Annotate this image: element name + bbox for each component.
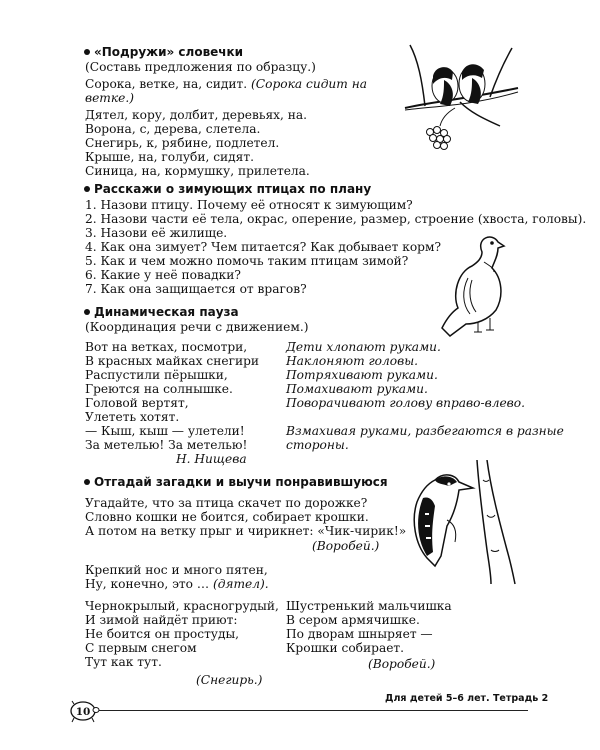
plan-item: 5. Как и чем можно помочь таким птицам зимой? xyxy=(85,254,409,268)
movement-instruction: Поворачивают голову вправо-влево. xyxy=(286,396,525,410)
riddle-line: Тут как тут. xyxy=(85,655,162,669)
woodpecker-illustration xyxy=(395,460,520,585)
exercise-line: Снегирь, к, рябине, подлетел. xyxy=(85,136,280,150)
riddle-line: И зимой найдёт приют: xyxy=(85,613,238,627)
section-heading-4 xyxy=(84,475,388,489)
riddle-line: Не боится он простуды, xyxy=(85,627,240,641)
poem-line: За метелью! За метелью! xyxy=(85,438,248,452)
poem-line: — Кыш, кыш — улетели! xyxy=(85,424,245,438)
bullet-icon xyxy=(84,479,90,485)
page-number: 10 xyxy=(75,706,91,718)
plan-item: 6. Какие у неё повадки? xyxy=(85,268,241,282)
plan-item: 3. Назови её жилище. xyxy=(85,226,228,240)
pigeon-illustration xyxy=(432,232,516,342)
exercise-line: Крыше, на, голуби, сидят. xyxy=(85,150,254,164)
plan-item: 2. Назови части её тела, окрас, оперение, размер, строение (хвоста, головы). xyxy=(85,212,587,226)
bullfinches-on-branch-illustration xyxy=(400,40,520,160)
instruction: (Координация речи с движением.) xyxy=(85,320,309,334)
riddle-line: В сером армячишке. xyxy=(286,613,420,627)
riddle-line: Крепкий нос и много пятен, xyxy=(85,563,268,577)
exercise-line: Дятел, кору, долбит, деревьях, на. xyxy=(85,108,308,122)
example-answer: (Сорока сидит на xyxy=(251,77,367,91)
footer-caption: Для детей 5–6 лет. Тетрадь 2 xyxy=(385,693,549,704)
example-answer-cont: ветке.) xyxy=(85,91,134,105)
section-heading-2 xyxy=(84,182,371,196)
poem-line: Улететь хотят. xyxy=(85,410,180,424)
poem-line: Греются на солнышке. xyxy=(85,382,233,396)
heading-text: «Подружи» словечки xyxy=(94,45,244,59)
movement-instruction: Наклоняют головы. xyxy=(286,354,419,368)
riddle-answer: (Снегирь.) xyxy=(196,673,263,687)
riddle-answer: (дятел). xyxy=(212,577,269,591)
movement-instruction: Потряхивают руками. xyxy=(286,368,438,382)
heading-text: Динамическая пауза xyxy=(94,305,239,319)
poem-line: В красных майках снегири xyxy=(85,354,260,368)
exercise-line: Ворона, с, дерева, слетела. xyxy=(85,122,261,136)
riddle-line: По дворам шныряет — xyxy=(286,627,433,641)
plan-item: 1. Назови птицу. Почему её относят к зимующим? xyxy=(85,198,413,212)
poem-line: Головой вертят, xyxy=(85,396,189,410)
riddle-line: С первым снегом xyxy=(85,641,197,655)
example-text: Сорока, ветке, на, сидит. xyxy=(85,77,248,91)
heading-text: Расскажи о зимующих птицах по плану xyxy=(94,182,372,196)
movement-instruction: стороны. xyxy=(286,438,349,452)
riddle-answer: (Воробей.) xyxy=(368,657,436,671)
riddle-line: Словно кошки не боится, собирает крошки. xyxy=(85,510,369,524)
riddle-line: Крошки собирает. xyxy=(286,641,405,655)
riddle-line: Угадайте, что за птица скачет по дорожке? xyxy=(85,496,368,510)
instruction: (Составь предложения по образцу.) xyxy=(85,60,316,74)
bullet-icon xyxy=(84,309,90,315)
plan-item: 4. Как она зимует? Чем питается? Как добывает корм? xyxy=(85,240,441,254)
plan-item: 7. Как она защищается от врагов? xyxy=(85,282,307,296)
bullet-icon xyxy=(84,186,90,192)
poem-line: Распустили пёрышки, xyxy=(85,368,228,382)
poem-author: Н. Нищева xyxy=(176,452,247,466)
bullet-icon xyxy=(84,49,90,55)
poem-line: Вот на ветках, посмотри, xyxy=(85,340,248,354)
movement-instruction: Помахивают руками. xyxy=(286,382,428,396)
footer-rule xyxy=(98,710,528,711)
heading-text: Отгадай загадки и выучи понравившуюся xyxy=(94,475,388,489)
riddle-line: Чернокрылый, красногрудый, xyxy=(85,599,279,613)
movement-instruction: Взмахивая руками, разбегаются в разные xyxy=(286,424,564,438)
movement-instruction: Дети хлопают руками. xyxy=(286,340,441,354)
example-line xyxy=(85,77,367,91)
riddle-answer: (Воробей.) xyxy=(312,539,380,553)
exercise-line: Синица, на, кормушку, прилетела. xyxy=(85,164,310,178)
section-heading-1 xyxy=(84,45,243,59)
riddle-line: Шустренький мальчишка xyxy=(286,599,452,613)
riddle-text: Ну, конечно, это … xyxy=(85,577,213,591)
riddle-line: А потом на ветку прыг и чирикнет: «Чик-чирик!» xyxy=(85,524,407,538)
section-heading-3 xyxy=(84,305,239,319)
riddle-line xyxy=(85,577,269,591)
